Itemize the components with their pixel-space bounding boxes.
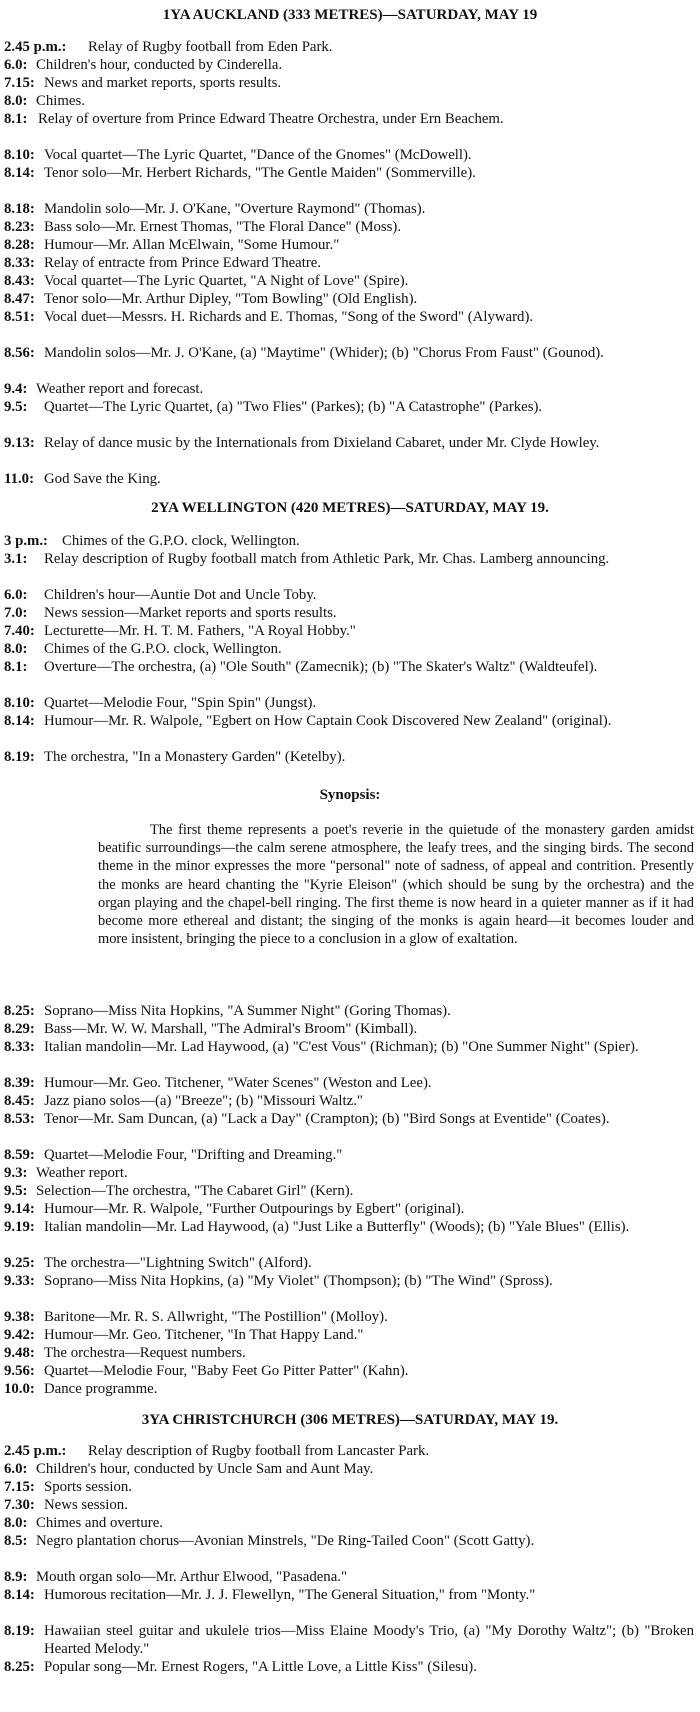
entry-time: 2.45 p.m.: [4,1443,67,1459]
entry-text: Relay of entracte from Prince Edward Theatre. [44,255,322,271]
entry-time: 9.3: [4,1165,28,1181]
entry-text: Children's hour, conducted by Cinderella. [36,57,283,73]
program-entry [4,1092,694,1110]
entry-text: Humour—Mr. Geo. Titchener, "Water Scenes" (Weston and Lee). [44,1075,432,1091]
program-entry [4,694,694,712]
entry-text: Soprano—Miss Nita Hopkins, "A Summer Night" (Goring Thomas). [44,1003,451,1019]
entry-time: 8.19: [4,1623,35,1639]
entry-time: 9.42: [4,1327,35,1343]
entry-time: 7.40: [4,623,35,639]
program-entry [4,74,694,92]
entry-time: 9.13: [4,435,35,451]
entry-time: 8.33: [4,1039,35,1055]
entry-text: Quartet—The Lyric Quartet, (a) "Two Flies" (Parkes); (b) "A Catastrophe" (Parkes). [44,399,543,415]
entry-time: 8.9: [4,1569,28,1585]
program-entry [4,1442,694,1460]
entry-time: 7.15: [4,1479,35,1495]
program-entry [4,1586,694,1604]
entry-time: 6.0: [4,57,28,73]
entry-time: 8.14: [4,1587,35,1603]
entry-text: Mandolin solo—Mr. J. O'Kane, "Overture Raymond" (Thomas). [44,201,426,217]
entry-time: 9.5: [4,399,28,415]
program-entry [4,1272,694,1290]
program-entry [4,92,694,110]
entry-text: Lecturette—Mr. H. T. M. Fathers, "A Royal Hobby." [44,623,356,639]
entry-time: 9.14: [4,1201,35,1217]
entry-text: Relay of Rugby football from Eden Park. [88,39,333,55]
program-entry [4,1020,694,1038]
entry-time: 9.25: [4,1255,35,1271]
program-entry [4,1308,694,1326]
entry-time: 9.33: [4,1273,35,1289]
entry-time: 8.29: [4,1021,35,1037]
program-entry [4,146,694,164]
program-entry [4,290,694,308]
entry-time: 11.0: [4,471,35,487]
entry-text: Sports session. [44,1479,132,1495]
entry-time: 8.14: [4,713,35,729]
entry-time: 8.1: [4,111,28,127]
program-entry [4,110,694,128]
entry-time: 8.53: [4,1111,35,1127]
program-entry [4,56,694,74]
entry-text: Quartet—Melodie Four, "Drifting and Dreaming." [44,1147,343,1163]
entry-text: Humour—Mr. R. Walpole, "Egbert on How Captain Cook Discovered New Zealand" (original). [44,713,612,729]
entry-time: 8.1: [4,659,28,675]
entry-text: Chimes and overture. [36,1515,163,1531]
entry-text: Relay description of Rugby football from Lancaster Park. [88,1443,430,1459]
entry-time: 9.38: [4,1309,35,1325]
entry-time: 9.4: [4,381,28,397]
entry-time: 7.0: [4,605,28,621]
entry-text: Bass—Mr. W. W. Marshall, "The Admiral's Broom" (Kimball). [44,1021,418,1037]
entry-time: 8.43: [4,273,35,289]
entry-text: Quartet—Melodie Four, "Baby Feet Go Pitter Patter" (Kahn). [44,1363,409,1379]
program-entry [4,550,694,568]
entry-text: Weather report and forecast. [36,381,204,397]
program-entry [4,1568,694,1586]
program-entry [4,308,694,326]
entry-time: 8.14: [4,165,35,181]
entry-time: 3 p.m.: [4,533,48,549]
entry-time: 3.1: [4,551,28,567]
program-entry [4,1496,694,1514]
program-entry [4,1110,694,1128]
entry-text: Italian mandolin—Mr. Lad Haywood, (a) "Just Like a Butterfly" (Woods); (b) "Yale Blues" (Ellis). [44,1219,630,1235]
entry-text: Hawaiian steel guitar and ukulele trios—Miss Elaine Moody's Trio, (a) "My Dorothy Waltz"; (b) "Broken Hearted Melody." [44,1623,694,1658]
synopsis-title: Synopsis: [319,787,381,803]
program-entry [4,1164,694,1182]
entry-time: 8.10: [4,147,35,163]
program-entry [4,1182,694,1200]
program-entry [4,218,694,236]
entry-text: Relay of overture from Prince Edward Theatre Orchestra, under Ern Beachem. [38,111,504,127]
section-heading-christchurch: 3YA CHRISTCHURCH (306 METRES)—SATURDAY, MAY 19. [141,1412,559,1428]
entry-text: Humour—Mr. R. Walpole, "Further Outpourings by Egbert" (original). [44,1201,465,1217]
entry-text: News and market reports, sports results. [44,75,282,91]
program-entry [4,1002,694,1020]
entry-time: 8.25: [4,1659,35,1675]
program-entry [4,1344,694,1362]
entry-time: 9.56: [4,1363,35,1379]
entry-text: Children's hour—Auntie Dot and Uncle Toby. [44,587,317,603]
entry-text: Vocal quartet—The Lyric Quartet, "A Night of Love" (Spire). [44,273,409,289]
entry-time: 10.0: [4,1381,35,1397]
program-entry [4,640,694,658]
section-heading-auckland: 1YA AUCKLAND (333 METRES)—SATURDAY, MAY 19 [162,7,538,23]
entry-time: 8.0: [4,641,28,657]
entry-time: 8.33: [4,255,35,271]
entry-text: Overture—The orchestra, (a) "Ole South" (Zamecnik); (b) "The Skater's Waltz" (Waldteufel). [44,659,598,675]
program-entry [4,236,694,254]
entry-text: The orchestra—"Lightning Switch" (Alford). [44,1255,312,1271]
entry-time: 8.51: [4,309,35,325]
entry-text: Humour—Mr. Geo. Titchener, "In That Happy Land." [44,1327,364,1343]
entry-text: Mandolin solos—Mr. J. O'Kane, (a) "Maytime" (Whider); (b) "Chorus From Faust" (Gounod). [44,345,604,361]
program-entry [4,622,694,640]
program-entry [4,398,694,416]
entry-time: 8.23: [4,219,35,235]
entry-text: God Save the King. [44,471,161,487]
program-entry [4,748,694,766]
entry-text: Dance programme. [44,1381,158,1397]
program-entry [4,380,694,398]
entry-text: The orchestra, "In a Monastery Garden" (Ketelby). [44,749,346,765]
entry-time: 8.25: [4,1003,35,1019]
entry-text: Italian mandolin—Mr. Lad Haywood, (a) "C'est Vous" (Richman); (b) "One Summer Night" (Spier). [44,1039,639,1055]
entry-time: 8.47: [4,291,35,307]
program-entry [4,1514,694,1532]
entry-time: 9.19: [4,1219,35,1235]
entry-time: 8.45: [4,1093,35,1109]
section-heading-wellington: 2YA WELLINGTON (420 METRES)—SATURDAY, MAY 19. [151,500,549,516]
entry-text: Tenor solo—Mr. Arthur Dipley, "Tom Bowling" (Old English). [44,291,418,307]
entry-text: Chimes of the G.P.O. clock, Wellington. [44,641,282,657]
program-entry [4,38,694,56]
program-entry [4,1460,694,1478]
entry-time: 8.56: [4,345,35,361]
entry-text: Weather report. [36,1165,128,1181]
entry-time: 8.19: [4,749,35,765]
entry-text: Tenor solo—Mr. Herbert Richards, "The Gentle Maiden" (Sommerville). [44,165,476,181]
program-entry [4,658,694,676]
entry-time: 8.0: [4,93,28,109]
program-entry [4,254,694,272]
entry-text: Negro plantation chorus—Avonian Minstrels, "De Ring-Tailed Coon" (Scott Gatty). [36,1533,535,1549]
entry-text: Humour—Mr. Allan McElwain, "Some Humour." [44,237,340,253]
entry-time: 2.45 p.m.: [4,39,67,55]
program-entry [4,272,694,290]
entry-text: Chimes of the G.P.O. clock, Wellington. [62,533,300,549]
program-entry [4,470,694,488]
entry-text: Popular song—Mr. Ernest Rogers, "A Little Love, a Little Kiss" (Silesu). [44,1659,477,1675]
program-entry [4,1478,694,1496]
entry-time: 9.5: [4,1183,28,1199]
entry-time: 8.10: [4,695,35,711]
program-entry [4,1380,694,1398]
program-entry [4,200,694,218]
entry-text: Vocal duet—Messrs. H. Richards and E. Thomas, "Song of the Sword" (Alyward). [44,309,534,325]
entry-time: 8.0: [4,1515,28,1531]
entry-time: 8.18: [4,201,35,217]
entry-time: 7.30: [4,1497,35,1513]
program-entry [4,712,694,730]
entry-text: Mouth organ solo—Mr. Arthur Elwood, "Pasadena." [36,1569,348,1585]
program-entry [4,1218,694,1236]
entry-time: 6.0: [4,1461,28,1477]
program-entry [4,532,694,550]
entry-text: Humorous recitation—Mr. J. J. Flewellyn, "The General Situation," from "Monty." [44,1587,536,1603]
entry-text: Jazz piano solos—(a) "Breeze"; (b) "Missouri Waltz." [44,1093,363,1109]
entry-time: 8.5: [4,1533,28,1549]
entry-text: Selection—The orchestra, "The Cabaret Girl" (Kern). [36,1183,354,1199]
program-entry [4,1146,694,1164]
entry-time: 8.39: [4,1075,35,1091]
entry-text: Relay of dance music by the Internationals from Dixieland Cabaret, under Mr. Clyde Howley. [44,435,600,451]
program-entry [4,1622,694,1658]
program-entry [4,344,694,362]
program-entry [4,1658,694,1676]
entry-text: Vocal quartet—The Lyric Quartet, "Dance of the Gnomes" (McDowell). [44,147,472,163]
program-entry [4,1362,694,1380]
program-entry [4,1200,694,1218]
entry-text: Tenor—Mr. Sam Duncan, (a) "Lack a Day" (Crampton); (b) "Bird Songs at Eventide" (Coates). [44,1111,610,1127]
program-entry [4,434,694,452]
synopsis-paragraph: The first theme represents a poet's reverie in the quietude of the monastery garden amidst beatific surroundings—the calm serene atmosphere, the leafy trees, and the singing birds. The second theme in the minor expresses the more "personal" note of sadness, of appeal and contrition. Presently the monks are heard chanting the "Kyrie Eleison" (which should be sung by the orchestra) and the organ playing and the chapel-bell ringing. The first theme is now heard in a quieter manner as if it had become more ethereal and distant; the singing of the monks is again heard—it becomes louder and more insistent, bringing the piece to a conclusion in a glow of exaltation. [98,822,694,948]
program-entry [4,164,694,182]
program-entry [4,604,694,622]
program-entry [4,586,694,604]
entry-time: 8.59: [4,1147,35,1163]
entry-text: News session. [44,1497,128,1513]
program-entry [4,1038,694,1056]
program-entry [4,1326,694,1344]
entry-text: Children's hour, conducted by Uncle Sam and Aunt May. [36,1461,374,1477]
program-entry [4,1074,694,1092]
program-entry [4,1532,694,1550]
entry-text: Relay description of Rugby football match from Athletic Park, Mr. Chas. Lamberg announcing. [44,551,610,567]
entry-text: News session—Market reports and sports results. [44,605,337,621]
entry-text: Quartet—Melodie Four, "Spin Spin" (Jungst). [44,695,317,711]
entry-time: 7.15: [4,75,35,91]
entry-time: 8.28: [4,237,35,253]
entry-time: 6.0: [4,587,28,603]
entry-text: Soprano—Miss Nita Hopkins, (a) "My Violet" (Thompson); (b) "The Wind" (Spross). [44,1273,553,1289]
entry-time: 9.48: [4,1345,35,1361]
program-entry [4,1254,694,1272]
entry-text: Chimes. [36,93,85,109]
entry-text: The orchestra—Request numbers. [44,1345,246,1361]
entry-text: Bass solo—Mr. Ernest Thomas, "The Floral Dance" (Moss). [44,219,402,235]
entry-text: Baritone—Mr. R. S. Allwright, "The Postillion" (Molloy). [44,1309,388,1325]
